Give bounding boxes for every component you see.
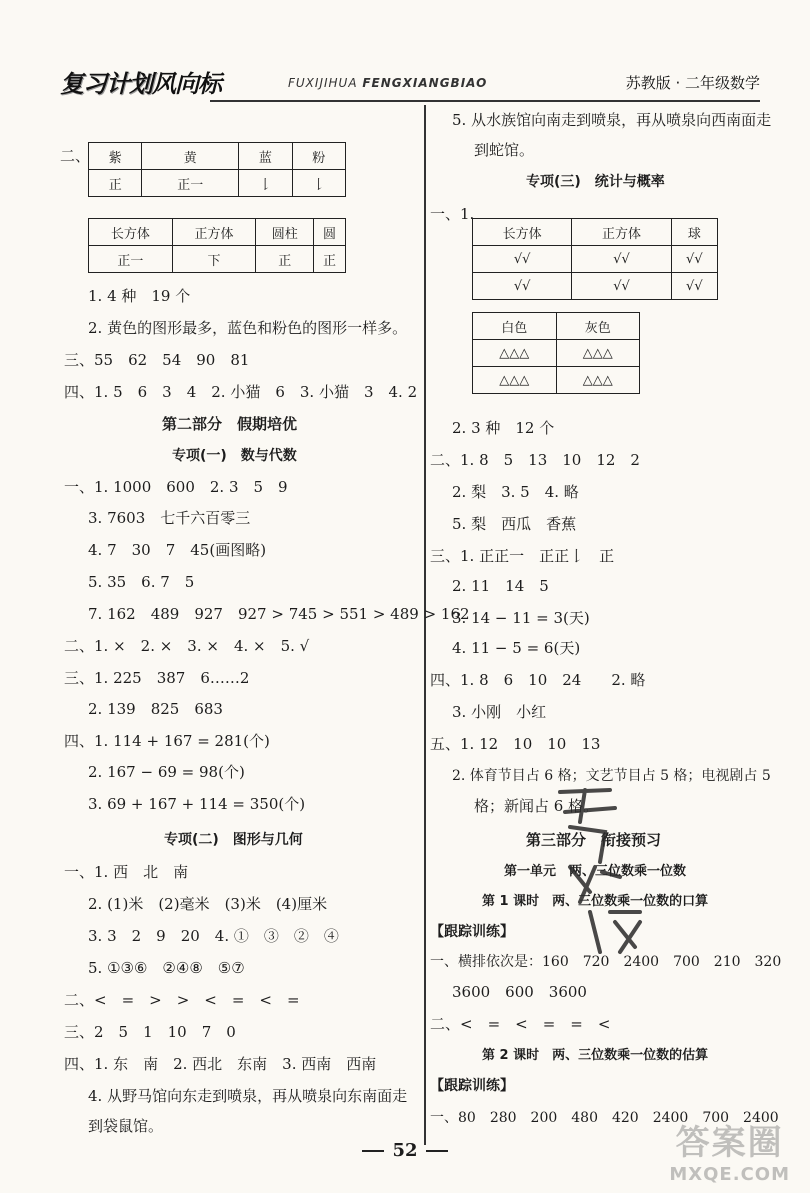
table-header: 圆 xyxy=(314,219,346,246)
table-header: 粉 xyxy=(292,143,345,170)
answer-line: 2. 139 825 683 xyxy=(88,700,223,718)
page-header xyxy=(60,64,760,106)
answer-line: 2. (1)米 (2)毫米 (3)米 (4)厘米 xyxy=(88,895,328,913)
answer-line: 3. 14 − 11 = 3(天) xyxy=(452,609,590,627)
shape-check-table xyxy=(472,218,718,300)
table-cell: △△△ xyxy=(473,340,557,367)
watermark-url: MXQE.COM xyxy=(669,1164,790,1185)
answer-line: 五、1. 12 10 10 13 xyxy=(430,735,601,753)
table-cell: √√ xyxy=(671,273,717,300)
table-cell: √√ xyxy=(671,246,717,273)
answer-line: 5. 35 6. 7 5 xyxy=(88,573,195,591)
answer-line: 三、55 62 54 90 81 xyxy=(64,351,250,369)
color-tally-table xyxy=(88,142,346,197)
table-cell: 正一 xyxy=(142,170,239,197)
answer-line: 2. 11 14 5 xyxy=(452,577,549,595)
topic-title: 专项(三) 统计与概率 xyxy=(526,174,665,190)
answer-line: 一、1. 1000 600 2. 3 5 9 xyxy=(64,478,288,496)
answer-line: 一、80 280 200 480 420 2400 700 2400 xyxy=(430,1110,779,1126)
lesson-title: 第 2 课时 两、三位数乘一位数的估算 xyxy=(482,1048,709,1063)
answer-line: 格；新闻占 6 格。 xyxy=(474,797,599,815)
table-cell: △△△ xyxy=(473,367,557,394)
part-title: 第三部分 衔接预习 xyxy=(526,831,662,849)
table-cell: √√ xyxy=(473,246,572,273)
answer-line: 四、1. 5 6 3 4 2. 小猫 6 3. 小猫 3 4. 2 xyxy=(64,383,418,401)
answer-line: 2. 黄色的图形最多，蓝色和粉色的图形一样多。 xyxy=(88,319,408,337)
answer-line: 3. 69 + 167 + 114 = 350(个) xyxy=(88,795,306,813)
answer-line: 四、1. 114 + 167 = 281(个) xyxy=(64,732,270,750)
table-header: 圆柱 xyxy=(256,219,314,246)
series-logo xyxy=(60,64,221,99)
answer-line: 2. 体育节目占 6 格；文艺节目占 5 格；电视剧占 5 xyxy=(452,768,771,784)
color-triangle-table xyxy=(472,312,640,394)
table-cell: 正 xyxy=(256,246,314,273)
answer-line: 四、1. 东 南 2. 西北 东南 3. 西南 西南 xyxy=(64,1055,377,1073)
answer-line: 2. 3 种 12 个 xyxy=(452,419,555,437)
section-label: 二、 xyxy=(60,147,91,165)
table-header: 长方体 xyxy=(89,219,173,246)
table-cell: 正一 xyxy=(89,246,173,273)
table-header: 蓝 xyxy=(239,143,292,170)
table-cell: √√ xyxy=(572,246,671,273)
answer-line: 到袋鼠馆。 xyxy=(88,1117,164,1135)
table-cell: 𠄌 xyxy=(292,170,345,197)
answer-line: 5. 从水族馆向南走到喷泉，再从喷泉向西南面走 xyxy=(452,111,772,129)
answer-line: 2. 167 − 69 = 98(个) xyxy=(88,763,245,781)
page-dash-left xyxy=(362,1150,384,1152)
table-header: 灰色 xyxy=(556,313,640,340)
exercise-label: 【跟踪训练】 xyxy=(430,924,514,940)
answer-line: 3600 600 3600 xyxy=(452,983,587,1001)
answer-line: 三、1. 225 387 6……2 xyxy=(64,669,250,687)
pinyin-part-a: FUXIJIHUA xyxy=(288,76,363,90)
answer-line: 4. 7 30 7 45(画图略) xyxy=(88,541,267,559)
handwritten-scribble xyxy=(540,772,660,962)
answer-line: 到蛇馆。 xyxy=(474,141,535,159)
answer-line: 1. 4 种 19 个 xyxy=(88,287,191,305)
table-header: 正方体 xyxy=(572,219,671,246)
answer-line: 4. 11 − 5 = 6(天) xyxy=(452,639,581,657)
table-cell: △△△ xyxy=(556,367,640,394)
table-cell: 下 xyxy=(172,246,256,273)
pinyin-part-b: FENGXIANGBIAO xyxy=(362,76,488,90)
site-watermark xyxy=(669,1115,790,1185)
logo-main: 复习计划 xyxy=(60,70,152,98)
table-header: 白色 xyxy=(473,313,557,340)
exercise-label: 【跟踪训练】 xyxy=(430,1078,514,1094)
answer-line: 3. 小刚 小红 xyxy=(452,703,547,721)
unit-title: 第一单元 两、三位数乘一位数 xyxy=(504,864,687,879)
answer-line: 5. 梨 西瓜 香蕉 xyxy=(452,515,577,533)
table-cell: 正 xyxy=(89,170,142,197)
answer-line: 一、1. 西 北 南 xyxy=(64,863,189,881)
table-cell: △△△ xyxy=(556,340,640,367)
table-header: 黄 xyxy=(142,143,239,170)
answer-line: 三、2 5 1 10 7 0 xyxy=(64,1023,236,1041)
watermark-title: 答案圈 xyxy=(675,1123,784,1163)
table-header: 紫 xyxy=(89,143,142,170)
column-divider xyxy=(424,105,426,1145)
answer-line: 二、< = < = = < xyxy=(430,1015,611,1033)
edition-label: 苏教版 · 二年级数学 xyxy=(625,74,760,92)
answer-line: 3. 3 2 9 20 4. ① ③ ② ④ xyxy=(88,927,339,945)
table-cell: √√ xyxy=(572,273,671,300)
answer-line: 四、1. 8 6 10 24 2. 略 xyxy=(430,671,646,689)
table-header: 球 xyxy=(671,219,717,246)
part-title: 第二部分 假期培优 xyxy=(162,415,298,433)
shape-tally-table xyxy=(88,218,346,273)
answer-line: 2. 梨 3. 5 4. 略 xyxy=(452,483,579,501)
lesson-title: 第 1 课时 两、三位数乘一位数的口算 xyxy=(482,894,709,909)
topic-title: 专项(二) 图形与几何 xyxy=(164,832,303,848)
header-rule xyxy=(210,100,760,102)
page-number-value: 52 xyxy=(392,1140,418,1161)
table-cell: 正 xyxy=(314,246,346,273)
page-dash-right xyxy=(426,1150,448,1152)
table-cell: √√ xyxy=(473,273,572,300)
logo-sub: 风向标 xyxy=(152,70,221,98)
answer-line: 5. ①③⑥ ②④⑧ ⑤⑦ xyxy=(88,959,245,977)
answer-line: 二、1. 8 5 13 10 12 2 xyxy=(430,451,640,469)
table-cell: 𠄌 xyxy=(239,170,292,197)
table-header: 正方体 xyxy=(172,219,256,246)
answer-line: 7. 162 489 927 927 > 745 > 551 > 489 > 162 xyxy=(88,605,470,623)
answer-line: 三、1. 正正一 正正𠄌 正 xyxy=(430,547,615,565)
answer-line: 一、横排依次是：160 720 2400 700 210 320 xyxy=(430,954,782,970)
answer-line: 二、< = > > < = < = xyxy=(64,991,300,1009)
table-header: 长方体 xyxy=(473,219,572,246)
topic-title: 专项(一) 数与代数 xyxy=(172,448,297,464)
answer-line: 二、1. × 2. × 3. × 4. × 5. √ xyxy=(64,637,310,655)
series-pinyin xyxy=(288,76,487,90)
answer-line: 一、1. xyxy=(430,205,475,223)
answer-line: 4. 从野马馆向东走到喷泉，再从喷泉向东南面走 xyxy=(88,1087,408,1105)
answer-line: 3. 7603 七千六百零三 xyxy=(88,509,251,527)
